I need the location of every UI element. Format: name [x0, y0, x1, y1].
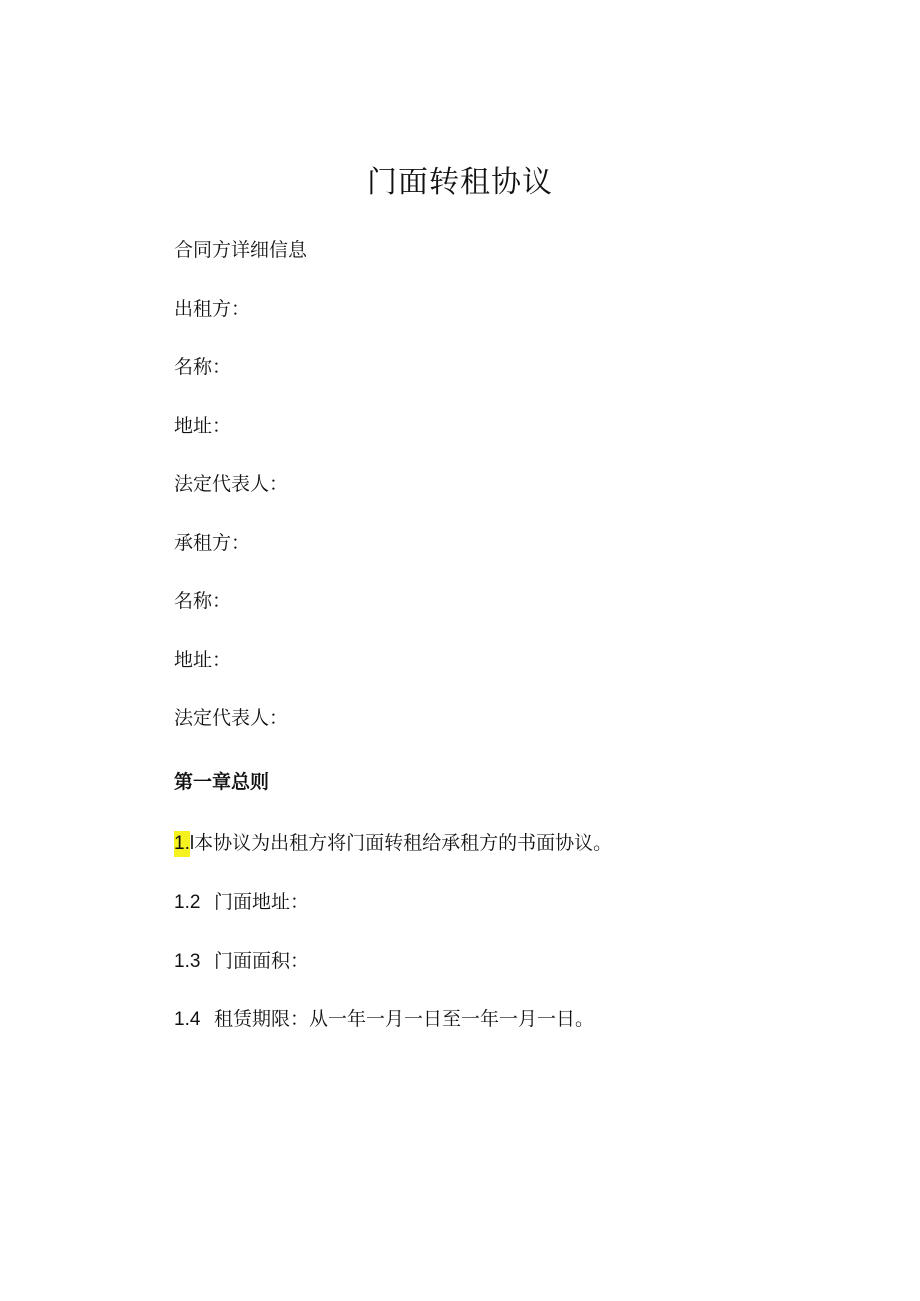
- lessor-address-label: 地址：: [174, 415, 232, 437]
- clause-number-rest: l: [189, 833, 195, 854]
- lessee-rep-label: 法定代表人：: [174, 707, 289, 729]
- clause-1-1: [174, 830, 612, 857]
- chapter-heading: 第一章总则: [174, 771, 270, 793]
- lessor-name-label: 名称：: [174, 356, 232, 378]
- clause-1-2: [174, 889, 309, 916]
- lessee-address-label: 地址：: [174, 649, 232, 671]
- clause-number: 1.3: [174, 951, 201, 972]
- lessor-label: 出租方：: [174, 298, 251, 320]
- clause-1-4: [174, 1006, 594, 1033]
- clause-number: 1.2: [174, 892, 201, 913]
- lessee-label: 承租方：: [174, 532, 251, 554]
- clause-number: 1.4: [174, 1009, 201, 1030]
- section-parties: 合同方详细信息: [174, 239, 308, 261]
- clause-text: 租赁期限：从一年一月一日至一年一月一日。: [214, 1008, 595, 1030]
- clause-text: 门面地址：: [214, 891, 310, 913]
- clause-number-highlight: 1.: [174, 831, 190, 857]
- clause-1-3: [174, 948, 309, 975]
- document-title: 门面转租协议: [367, 165, 553, 200]
- clause-text: 本协议为出租方将门面转租给承租方的书面协议。: [194, 832, 613, 854]
- lessor-rep-label: 法定代表人：: [174, 473, 289, 495]
- lessee-name-label: 名称：: [174, 590, 232, 612]
- clause-text: 门面面积：: [214, 950, 310, 972]
